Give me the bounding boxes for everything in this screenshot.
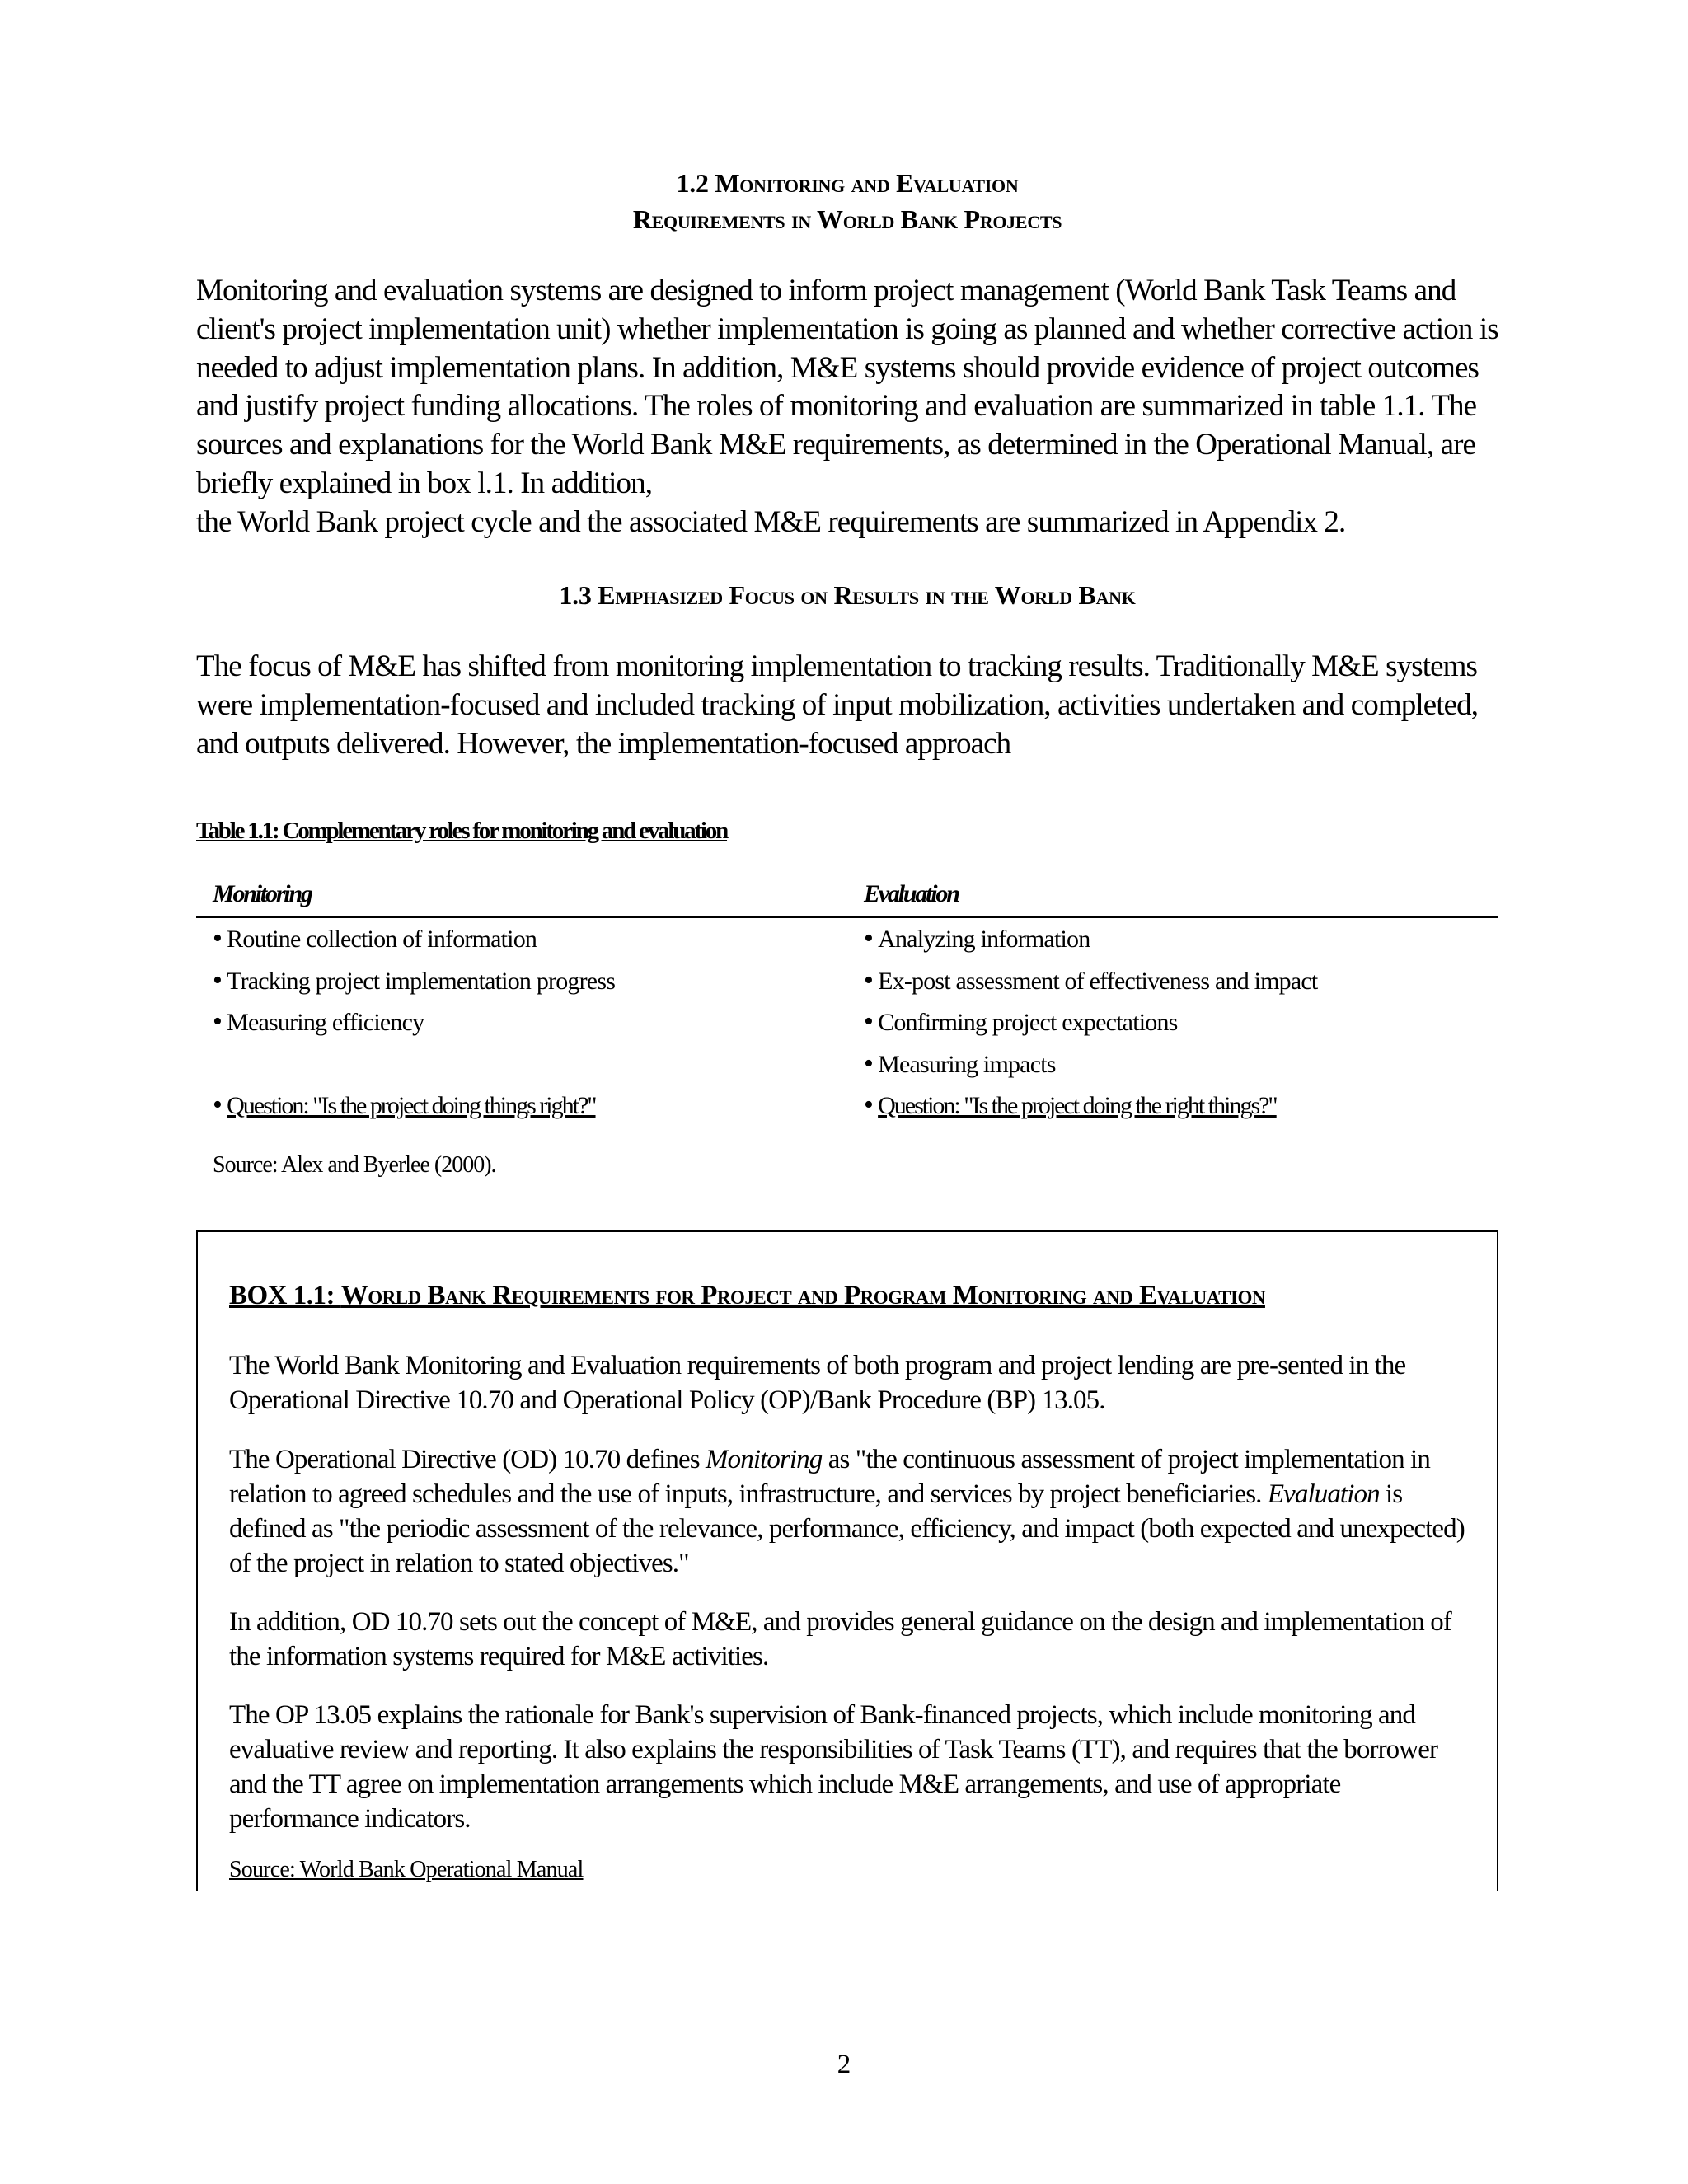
box-paragraph-1: The World Bank Monitoring and Evaluation requirements of both program and project lending are pre-sented in the Operational Directive 10.70 and Operational Policy (OP)/Bank Procedure (BP) 13.05. bbox=[229, 1351, 1406, 1415]
list-item-text: Tracking project implementation progress bbox=[227, 967, 616, 995]
section-1-2-paragraph bbox=[196, 272, 1498, 542]
column-header-monitoring: Monitoring bbox=[196, 874, 847, 917]
monitoring-question-text: Question: "Is the project doing things right?" bbox=[227, 1092, 596, 1119]
list-item-text: Measuring efficiency bbox=[227, 1009, 424, 1036]
monitoring-question bbox=[213, 1085, 847, 1127]
list-item-text: Ex-post assessment of effectiveness and impact bbox=[878, 967, 1318, 995]
bullet-icon: • bbox=[213, 1006, 223, 1037]
section-1-3-paragraph: The focus of M&E has shifted from monitoring implementation to tracking results. Traditionally M&E systems were implementation-focused and included tracking of input mobilization, activities undertaken and completed, and outputs delivered. However, the implementation-focused approach bbox=[196, 649, 1479, 761]
section-1-2-heading-line1: 1.2 Monitoring and Evaluation bbox=[676, 168, 1019, 198]
monitoring-list bbox=[213, 918, 847, 1127]
list-item-text: Routine collection of information bbox=[227, 926, 537, 953]
box-paragraph-2-part-c: is defined as "the periodic assessment of the relevance, performance, efficiency, and impact (both expected and unexpected) of the project in relation to stated objectives." bbox=[229, 1479, 1465, 1578]
box-paragraph-4: The OP 13.05 explains the rationale for Bank's supervision of Bank-financed projects, which include monitoring and evaluative review and reporting. It also explains the responsibilities of Task Teams (TT), and requires that the borrower and the TT agree on implementation arrangements which include M&E arrangements, and use of appropriate performance indicators. bbox=[229, 1700, 1438, 1834]
box-paragraph-3: In addition, OD 10.70 sets out the concept of M&E, and provides general guidance on the design and implementation of the information systems required for M&E activities. bbox=[229, 1607, 1451, 1671]
evaluation-question bbox=[864, 1085, 1498, 1127]
box-source: Source: World Bank Operational Manual bbox=[229, 1857, 584, 1882]
bullet-icon: • bbox=[213, 1090, 223, 1120]
bullet-icon: • bbox=[864, 964, 874, 996]
list-item bbox=[864, 918, 1498, 960]
evaluation-cell bbox=[847, 917, 1498, 1127]
box-1-1-title bbox=[229, 1277, 1265, 1314]
box-1-1-title-prefix: BOX 1.1: bbox=[229, 1281, 341, 1310]
roles-table bbox=[196, 874, 1498, 1127]
table-row bbox=[196, 917, 1498, 1127]
table-header-row bbox=[196, 874, 1498, 917]
box-paragraph-2 bbox=[229, 1442, 1465, 1581]
list-item bbox=[864, 1001, 1498, 1043]
bullet-icon: • bbox=[213, 923, 223, 954]
list-spacer bbox=[213, 1043, 847, 1085]
term-monitoring: Monitoring bbox=[706, 1445, 823, 1474]
list-item-text: Confirming project expectations bbox=[878, 1009, 1178, 1036]
section-1-2-paragraph-last-line: the World Bank project cycle and the associated M&E requirements are summarized in Appendix 2. bbox=[196, 504, 1346, 539]
section-1-2-paragraph-text: Monitoring and evaluation systems are designed to inform project management (World Bank Task Teams and client's project implementation unit) whether implementation is going as planned and whether corrective action is needed to adjust implementation plans. In addition, M&E systems should provide evidence of project outcomes and justify project funding allocations. The roles of monitoring and evaluation are summarized in table 1.1. The sources and explanations for the World Bank M&E requirements, as determined in the Operational Manual, are briefly explained in box l.1. In addition, bbox=[196, 274, 1498, 500]
bullet-icon: • bbox=[864, 1006, 874, 1037]
list-item bbox=[864, 960, 1498, 1002]
box-paragraph-2-part-a: The Operational Directive (OD) 10.70 defines bbox=[229, 1445, 706, 1474]
bullet-icon: • bbox=[864, 923, 874, 954]
column-header-evaluation: Evaluation bbox=[847, 874, 1498, 917]
bullet-icon: • bbox=[213, 964, 223, 996]
list-item bbox=[213, 960, 847, 1002]
bullet-icon: • bbox=[864, 1047, 874, 1079]
list-item bbox=[213, 918, 847, 960]
section-1-3-heading bbox=[196, 577, 1498, 613]
table-caption: Table 1.1: Complementary roles for monitoring and evaluation bbox=[196, 818, 728, 844]
section-1-2-heading bbox=[196, 165, 1498, 237]
table-source: Source: Alex and Byerlee (2000). bbox=[213, 1152, 496, 1178]
term-evaluation: Evaluation bbox=[1267, 1479, 1380, 1509]
list-item-text: Measuring impacts bbox=[878, 1050, 1056, 1078]
list-item bbox=[864, 1043, 1498, 1085]
page-number: 2 bbox=[837, 2050, 851, 2079]
evaluation-list bbox=[864, 918, 1498, 1127]
box-1-1-title-rest: World Bank Requirements for Project and Program Monitoring and Evaluation bbox=[340, 1281, 1265, 1310]
monitoring-cell bbox=[196, 917, 847, 1127]
list-item-text: Analyzing information bbox=[878, 926, 1090, 953]
list-item bbox=[213, 1001, 847, 1043]
bullet-icon: • bbox=[864, 1090, 874, 1120]
section-1-2-heading-line2: Requirements in World Bank Projects bbox=[632, 204, 1062, 234]
section-1-3-heading-text: 1.3 Emphasized Focus on Results in the World Bank bbox=[559, 580, 1136, 610]
box-paragraph-2-part-b: as "the continuous assessment of project implementation in relation to agreed schedules and the use of inputs, infrastructure, and services by project beneficiaries. bbox=[229, 1445, 1430, 1509]
evaluation-question-text: Question: "Is the project doing the right things?" bbox=[878, 1092, 1277, 1119]
